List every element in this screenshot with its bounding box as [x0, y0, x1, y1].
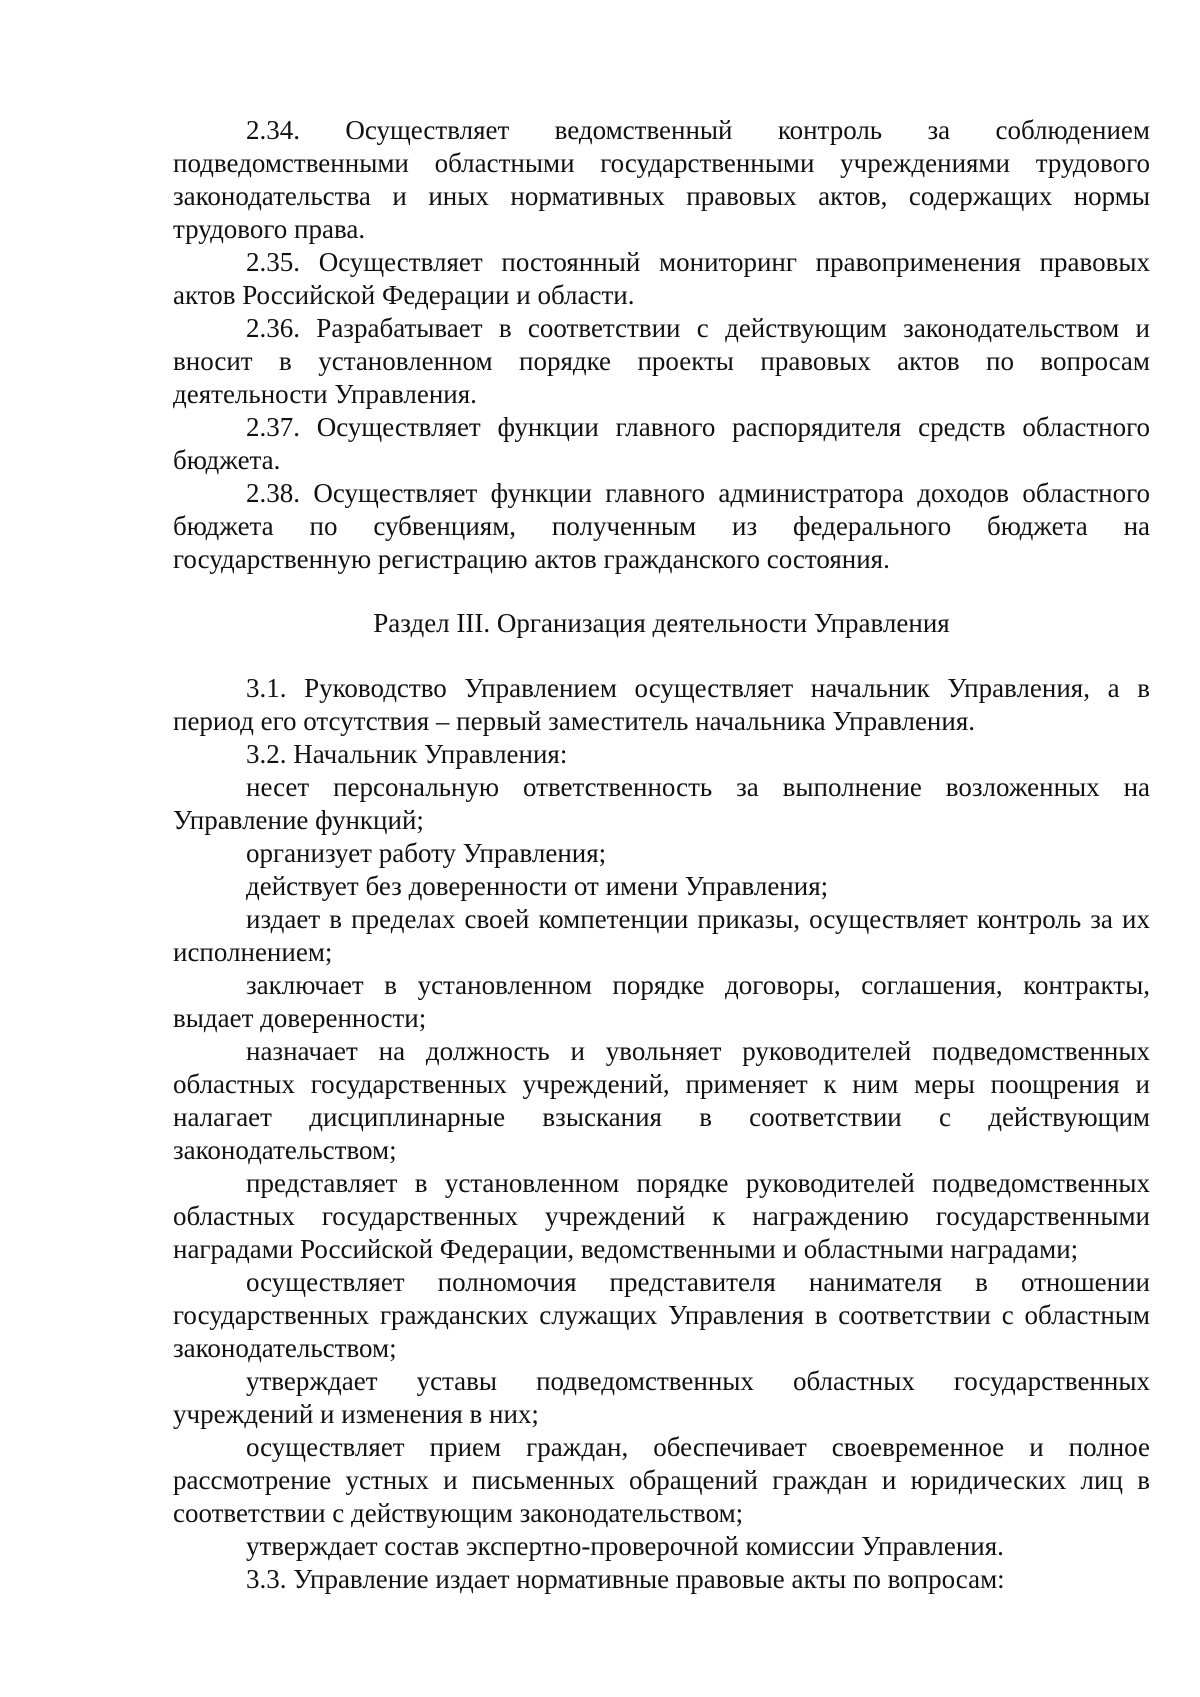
list-item-duty: осуществляет прием граждан, обеспечивает своевременное и полное рассмотрение устных и письменных обращений граждан и юридических лиц в соответствии с действующим законодательством;	[173, 1432, 1150, 1528]
document-page	[173, 114, 1150, 1596]
list-item-duty: осуществляет полномочия представителя нанимателя в отношении государственных гражданских служащих Управления в соответствии с областным законодательством;	[173, 1267, 1150, 1363]
section-title: Раздел III. Организация деятельности Управления	[373, 608, 950, 638]
list-item-duty: действует без доверенности от имени Управления;	[246, 871, 829, 901]
paragraph-2-37: 2.37. Осуществляет функции главного распорядителя средств областного бюджета.	[173, 412, 1150, 475]
list-item-duty: утверждает уставы подведомственных областных государственных учреждений и изменения в них;	[173, 1366, 1150, 1429]
list-item-duty: утверждает состав экспертно-проверочной комиссии Управления.	[246, 1531, 1004, 1561]
paragraph-3-1: 3.1. Руководство Управлением осуществляет начальник Управления, а в период его отсутствия – первый заместитель начальника Управления.	[173, 673, 1150, 736]
paragraph-2-35: 2.35. Осуществляет постоянный мониторинг правоприменения правовых актов Российской Федерации и области.	[173, 247, 1150, 310]
paragraph-3-2: 3.2. Начальник Управления:	[246, 739, 568, 769]
list-item-duty: представляет в установленном порядке руководителей подведомственных областных государственных учреждений к награждению государственными наградами Российской Федерации, ведомственными и областными наградами;	[173, 1168, 1150, 1264]
paragraph-3-3: 3.3. Управление издает нормативные правовые акты по вопросам:	[246, 1564, 1005, 1594]
list-item-duty: издает в пределах своей компетенции приказы, осуществляет контроль за их исполнением;	[173, 904, 1150, 967]
list-item-duty: назначает на должность и увольняет руководителей подведомственных областных государственных учреждений, применяет к ним меры поощрения и налагает дисциплинарные взыскания в соответствии с действующим законодательством;	[173, 1036, 1150, 1165]
list-item-duty: организует работу Управления;	[246, 838, 607, 868]
list-item-duty: несет персональную ответственность за выполнение возложенных на Управление функций;	[173, 772, 1150, 835]
paragraph-2-34: 2.34. Осуществляет ведомственный контроль за соблюдением подведомственными областными государственными учреждениями трудового законодательства и иных нормативных правовых актов, содержащих нормы трудового права.	[173, 115, 1150, 244]
paragraph-2-36: 2.36. Разрабатывает в соответствии с действующим законодательством и вносит в установленном порядке проекты правовых актов по вопросам деятельности Управления.	[173, 313, 1150, 409]
paragraph-2-38: 2.38. Осуществляет функции главного администратора доходов областного бюджета по субвенциям, полученным из федерального бюджета на государственную регистрацию актов гражданского состояния.	[173, 478, 1150, 574]
list-item-duty: заключает в установленном порядке договоры, соглашения, контракты, выдает доверенности;	[173, 970, 1150, 1033]
